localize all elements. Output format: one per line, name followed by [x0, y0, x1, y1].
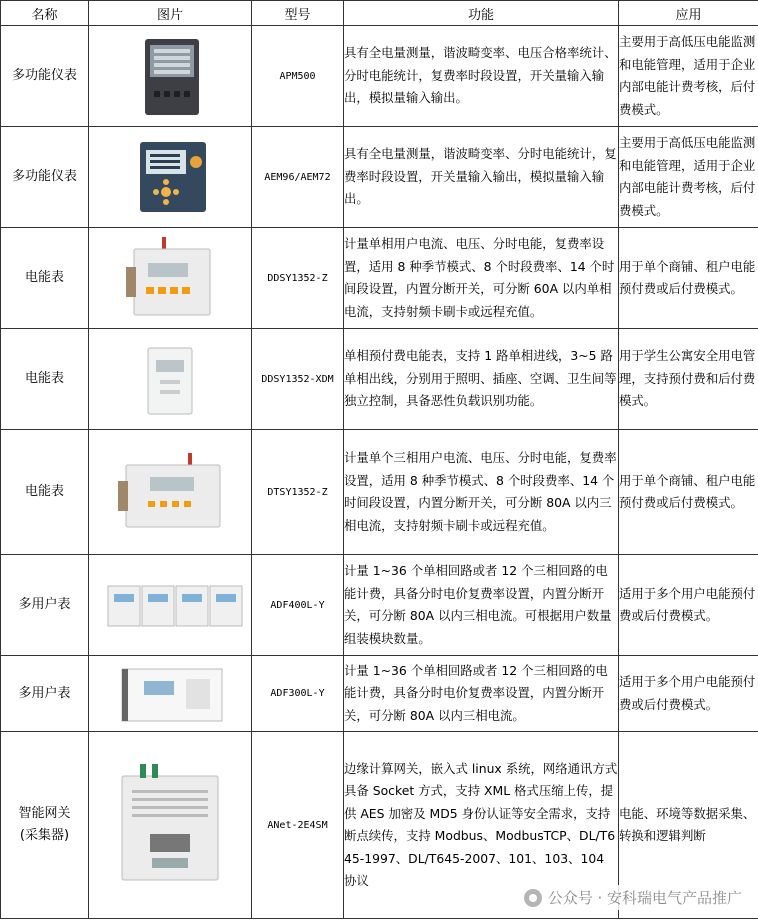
table-row — [1, 228, 758, 329]
product-application: 主要用于高低压电能监测和电能管理，适用于企业内部电能计费考核，后付费模式。 — [619, 127, 758, 228]
ddsy1352z-meter-image — [100, 233, 240, 323]
dtsy1352z-meter-image — [100, 447, 240, 537]
product-function: 计量单相用户电流、电压、分时电能，复费率设置，适用 8 种季节模式、8 个时段费率、14 个时间段设置，内置分断开关，可分断 60A 以内单相电流，支持射频卡刷卡或远程充值。 — [344, 228, 619, 329]
product-application: 适用于多个用户电能预付费或后付费模式。 — [619, 555, 758, 656]
product-name: 多功能仪表 — [1, 127, 89, 228]
product-model: DDSY1352-Z — [252, 228, 344, 329]
watermark — [518, 885, 748, 910]
header-application: 应用 — [619, 1, 758, 26]
table-row — [1, 127, 758, 228]
product-application: 主要用于高低压电能监测和电能管理，适用于企业内部电能计费考核，后付费模式。 — [619, 26, 758, 127]
product-model: ADF400L-Y — [252, 555, 344, 656]
wechat-icon — [524, 889, 542, 907]
product-function: 计量单个三相用户电流、电压、分时电能，复费率设置，适用 8 种季节模式、8 个时段费率、14 个时间段设置，内置分断开关，可分断 80A 以内三相电流，支持射频卡刷卡或远程充值。 — [344, 430, 619, 555]
header-model: 型号 — [252, 1, 344, 26]
product-name: 电能表 — [1, 329, 89, 430]
product-model: ANet-2E4SM — [252, 732, 344, 919]
ddsy1352xdm-meter-image — [100, 334, 240, 424]
header-name: 名称 — [1, 1, 89, 26]
product-name: 电能表 — [1, 430, 89, 555]
header-image: 图片 — [89, 1, 252, 26]
aem96-meter-image — [100, 132, 240, 222]
product-name: 多功能仪表 — [1, 26, 89, 127]
product-model: ADF300L-Y — [252, 656, 344, 732]
product-function: 单相预付费电能表，支持 1 路单相进线，3~5 路单相出线，分别用于照明、插座、空调、卫生间等独立控制，具备恶性负载识别功能。 — [344, 329, 619, 430]
header-function: 功能 — [344, 1, 619, 26]
table-row — [1, 555, 758, 656]
adf400l-meter-image — [100, 560, 240, 650]
table-row — [1, 329, 758, 430]
product-name: 多用户表 — [1, 656, 89, 732]
product-application: 用于单个商铺、租户电能预付费或后付费模式。 — [619, 430, 758, 555]
product-function: 计量 1~36 个单相回路或者 12 个三相回路的电能计费，具备分时电价复费率设置，内置分断开关，可分断 80A 以内三相电流。 — [344, 656, 619, 732]
product-function: 边缘计算网关，嵌入式 linux 系统，网络通讯方式具备 Socket 方式，支持 XML 格式压缩上传，提供 AES 加密及 MD5 身份认证等安全需求，支持断点续传，支持 Modbus、ModbusTCP、DL/T645-1997、DL/T645-2007、101、103、104 协议 — [344, 732, 619, 919]
product-application: 电能、环境等数据采集、转换和逻辑判断 — [619, 732, 758, 919]
product-application: 适用于多个用户电能预付费或后付费模式。 — [619, 656, 758, 732]
table-row — [1, 430, 758, 555]
table-row — [1, 26, 758, 127]
product-application: 用于学生公寓安全用电管理，支持预付费和后付费模式。 — [619, 329, 758, 430]
product-name: 智能网关 (采集器) — [1, 732, 89, 919]
product-name: 电能表 — [1, 228, 89, 329]
product-function: 具有全电量测量，谐波畸变率、分时电能统计，复费率时段设置，开关量输入输出，模拟量输入输出。 — [344, 127, 619, 228]
product-function: 具有全电量测量，谐波畸变率、电压合格率统计、分时电能统计，复费率时段设置，开关量输入输出，模拟量输入输出。 — [344, 26, 619, 127]
product-model: AEM96/AEM72 — [252, 127, 344, 228]
product-name: 多用户表 — [1, 555, 89, 656]
product-application: 用于单个商铺、租户电能预付费或后付费模式。 — [619, 228, 758, 329]
watermark-text: 公众号 · 安科瑞电气产品推广 — [547, 889, 742, 907]
adf300l-meter-image — [100, 659, 240, 729]
product-model: DDSY1352-XDM — [252, 329, 344, 430]
product-function: 计量 1~36 个单相回路或者 12 个三相回路的电能计费，具备分时电价复费率设置，内置分断开关，可分断 80A 以内三相电流。可根据用户数量组装模块数量。 — [344, 555, 619, 656]
table-row — [1, 656, 758, 732]
apm500-meter-image — [100, 31, 240, 121]
header-row — [1, 1, 758, 26]
anet-gateway-image — [100, 750, 240, 900]
product-model: APM500 — [252, 26, 344, 127]
product-model: DTSY1352-Z — [252, 430, 344, 555]
